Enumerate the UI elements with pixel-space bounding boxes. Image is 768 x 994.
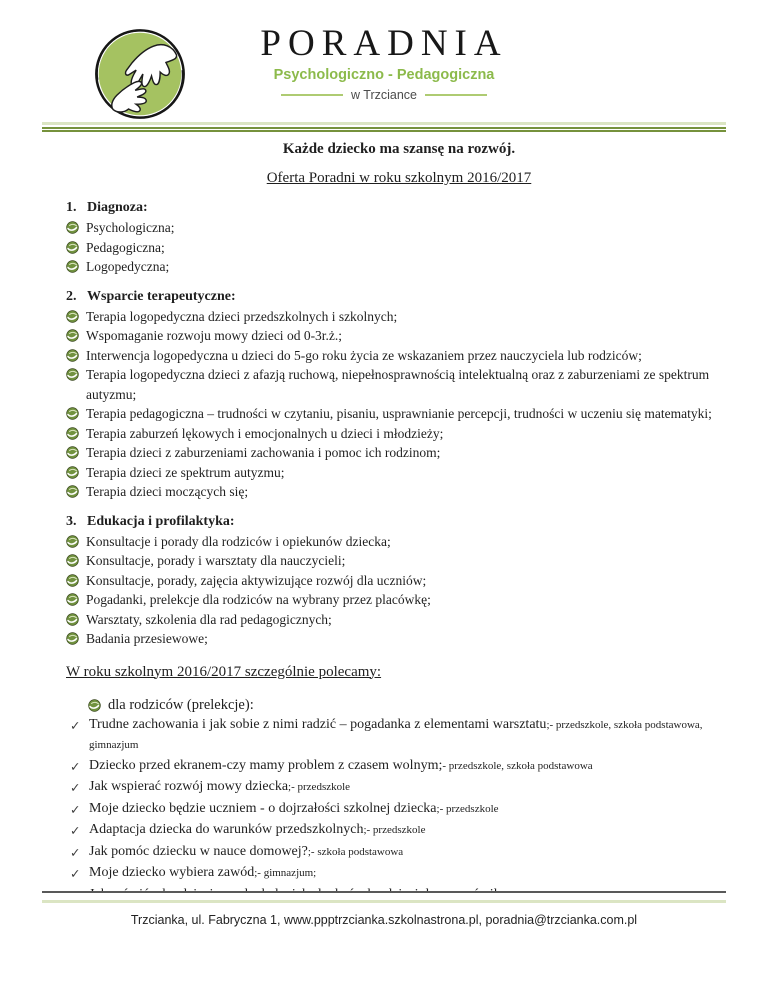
list-item-text: Psychologiczna; [86, 220, 175, 235]
list-item-text: Logopedyczna; [86, 259, 170, 274]
check-item-text [89, 820, 732, 842]
left-rule [281, 94, 343, 96]
check-item-main: Adaptacja dziecka do warunków przedszkolnych [89, 822, 364, 837]
mini-logo-bullet-icon [66, 629, 86, 649]
motto: Każde dziecko ma szansę na rozwój. [282, 141, 516, 157]
section-heading [66, 198, 732, 218]
check-list-item [70, 777, 732, 799]
section-number: 3. [66, 513, 77, 529]
footer-address: Trzcianka, ul. Fabryczna 1, www.ppptrzcianka.szkolnastrona.pl, poradnia@trzcianka.com.pl [130, 913, 638, 927]
list-item [66, 629, 732, 649]
mini-logo-bullet-icon [66, 346, 86, 366]
list-item-text: Terapia logopedyczna dzieci z afazją ruchową, niepełnosprawnością intelektualną oraz z zaburzeniami ze spektrum autyzmu; [86, 367, 710, 402]
check-item-audience: ;- gimnazjum; [254, 867, 317, 879]
check-list-item [70, 863, 732, 885]
list-item [66, 218, 732, 238]
recommendations-heading: W roku szkolnym 2016/2017 szczególnie polecamy: [66, 663, 382, 680]
bullet-list [66, 218, 732, 277]
mini-logo-bullet-icon [66, 307, 86, 327]
list-item [66, 257, 732, 277]
list-item-text: Interwencja logopedyczna u dzieci do 5-go roku życia ze wskazaniem przez nauczyciela lub rodziców; [86, 347, 642, 363]
section-number: 2. [66, 288, 77, 304]
section-heading [66, 512, 732, 532]
list-item [66, 443, 732, 463]
list-item [66, 482, 732, 502]
mini-logo-bullet-icon [66, 424, 86, 444]
recommendations [66, 662, 732, 907]
mini-logo-bullet-icon [66, 443, 86, 463]
mini-logo-bullet-icon [66, 482, 86, 502]
offer-title: Oferta Poradni w roku szkolnym 2016/2017 [266, 170, 532, 186]
check-item-audience: ;- przedszkole, szkoła podstawowa, gimnazjum [89, 718, 703, 751]
list-item-text: Konsultacje, porady, zajęcia aktywizujące rozwój dla uczniów; [86, 572, 427, 588]
list-item [66, 365, 732, 404]
mini-logo-bullet-icon [66, 257, 86, 277]
section-title: Edukacja i profilaktyka: [87, 513, 235, 529]
check-list-item [70, 842, 732, 864]
list-item-text: Konsultacje, porady i warsztaty dla nauczycieli; [86, 553, 346, 568]
header-separator [42, 122, 726, 132]
check-list-item [70, 715, 732, 756]
section-number: 1. [66, 200, 77, 215]
brand-title: PORADNIA [260, 23, 508, 64]
recommendations-subheading-text: dla rodziców (prelekcje): [108, 696, 254, 713]
check-item-main: Jak pomóc dziecku w nauce domowej? [89, 843, 308, 859]
section-wsparcie [66, 287, 732, 502]
list-item [66, 551, 732, 571]
list-item [66, 346, 732, 366]
check-item-text [89, 842, 732, 864]
list-item [66, 307, 732, 327]
list-item-text: Terapia zaburzeń lękowych i emocjonalnych u dzieci i młodzieży; [86, 425, 444, 441]
section-title: Diagnoza: [87, 200, 148, 215]
checkmark-icon: ✓ [70, 780, 81, 795]
list-item-text: Terapia dzieci z zaburzeniami zachowania i pomoc ich rodzinom; [86, 445, 441, 460]
bullet-list [66, 307, 732, 502]
list-item-text: Pedagogiczna; [86, 239, 165, 255]
list-item [66, 463, 732, 483]
document-body [0, 139, 768, 906]
mini-logo-bullet-icon [66, 463, 86, 483]
mini-logo-bullet-icon [66, 404, 86, 424]
check-list [66, 715, 732, 907]
list-item-text: Pogadanki, prelekcje dla rodziców na wybrany przez placówkę; [86, 592, 431, 607]
check-list-item [70, 756, 732, 778]
check-item-main: Moje dziecko wybiera zawód [89, 865, 255, 880]
check-item-text [89, 863, 732, 885]
mini-logo-bullet-icon [66, 532, 86, 552]
check-list-item [70, 820, 732, 842]
list-item-text: Terapia logopedyczna dzieci przedszkolnych i szkolnych; [86, 308, 398, 324]
check-item-audience: ;- przedszkole [363, 824, 426, 836]
list-item-text: Wspomaganie rozwoju mowy dzieci od 0-3r.ż.; [86, 328, 343, 343]
brand-subtitle: Psychologiczno - Pedagogiczna [273, 67, 495, 83]
check-item-text [89, 777, 732, 799]
checkmark-icon: ✓ [70, 758, 81, 774]
letterhead [0, 0, 768, 122]
section-edukacja [66, 512, 732, 649]
section-heading [66, 287, 732, 307]
list-item-text: Terapia pedagogiczna – trudności w czytaniu, pisaniu, usprawnianie percepcji, trudności w uczeniu się matematyki; [86, 406, 712, 421]
mini-logo-bullet-icon [66, 551, 86, 571]
list-item [66, 404, 732, 424]
mini-logo-bullet-icon [66, 238, 86, 258]
brand-location: w Trzciance [351, 88, 417, 102]
list-item [66, 610, 732, 630]
list-item [66, 424, 732, 444]
list-item-text: Terapia dzieci moczących się; [86, 484, 249, 499]
list-item [66, 238, 732, 258]
mini-logo-bullet-icon [66, 326, 86, 346]
check-item-audience: ;- szkoła podstawowa [307, 845, 404, 858]
mini-logo-bullet-icon [66, 590, 86, 610]
checkmark-icon: ✓ [70, 801, 81, 817]
check-item-main: Jak wspierać rozwój mowy dziecka [89, 779, 289, 794]
checkmark-icon: ✓ [70, 866, 81, 881]
check-item-audience: ;- przedszkole [288, 781, 351, 793]
list-item-text: Warsztaty, szkolenia dla rad pedagogicznych; [86, 611, 332, 627]
list-item [66, 326, 732, 346]
list-item [66, 532, 732, 552]
check-item-main: Trudne zachowania i jak sobie z nimi radzić – pogadanka z elementami warsztatu [89, 716, 547, 732]
recommendations-subheading [88, 695, 732, 715]
list-item-text: Konsultacje i porady dla rodziców i opiekunów dziecka; [86, 533, 391, 549]
list-item [66, 590, 732, 610]
brand-location-row [0, 88, 768, 102]
list-item-text: Terapia dzieci ze spektrum autyzmu; [86, 464, 285, 480]
mini-logo-bullet-icon [88, 695, 108, 715]
checkmark-icon: ✓ [70, 823, 81, 838]
section-title: Wsparcie terapeutyczne: [87, 288, 236, 304]
footer-separator [42, 891, 726, 903]
bullet-list [66, 532, 732, 649]
list-item [66, 571, 732, 591]
check-item-audience: - przedszkole, szkoła podstawowa [442, 759, 593, 772]
mini-logo-bullet-icon [66, 571, 86, 591]
check-item-text [89, 756, 732, 778]
list-item-text: Badania przesiewowe; [86, 631, 208, 646]
mini-logo-bullet-icon [66, 365, 86, 404]
check-item-audience: ;- przedszkole [436, 802, 499, 815]
letterhead-text [0, 24, 768, 102]
check-item-main: Moje dziecko będzie uczniem - o dojrzałości szkolnej dziecka [89, 800, 437, 816]
section-diagnoza [66, 198, 732, 277]
mini-logo-bullet-icon [66, 218, 86, 238]
checkmark-icon: ✓ [70, 717, 81, 733]
check-item-main: Dziecko przed ekranem-czy mamy problem z czasem wolnym; [89, 757, 443, 773]
check-list-item [70, 799, 732, 821]
mini-logo-bullet-icon [66, 610, 86, 630]
right-rule [425, 94, 487, 96]
check-item-text [89, 715, 732, 756]
check-item-text [89, 799, 732, 821]
checkmark-icon: ✓ [70, 844, 81, 860]
